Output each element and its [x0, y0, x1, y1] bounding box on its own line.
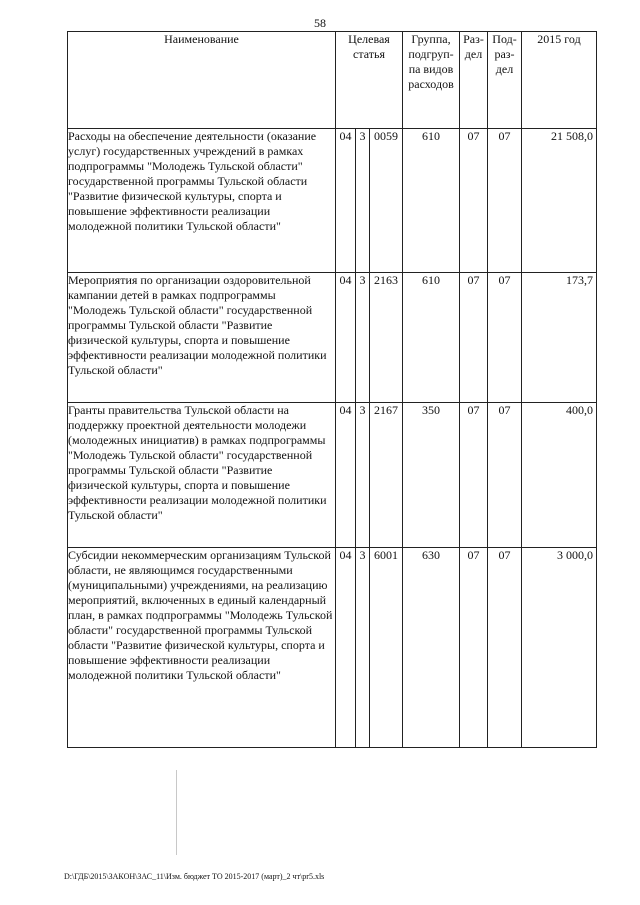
row-amount: 3 000,0: [522, 548, 597, 748]
row-amount: 21 508,0: [522, 129, 597, 273]
row-expense-group: 630: [403, 548, 460, 748]
row-code-program: 04: [336, 129, 356, 273]
row-expense-group: 610: [403, 273, 460, 403]
header-section: Раз-дел: [460, 32, 488, 129]
row-code-direction: 0059: [370, 129, 403, 273]
table-row: [68, 403, 597, 548]
row-code-subprogram: 3: [356, 129, 370, 273]
table-header-row: [68, 32, 597, 129]
row-section: 07: [460, 273, 488, 403]
row-code-program: 04: [336, 273, 356, 403]
row-name: Гранты правительства Тульской области на поддержку проектной деятельности молодежи (молодежных инициатив) в рамках подпрограммы "Молодежь Тульской области" государственной программы Тульской области "Развитие физической культуры, спорта и повышение эффективности реализации молодежной политики Тульской области": [68, 403, 336, 548]
header-year-2015: 2015 год: [522, 32, 597, 129]
row-subsection: 07: [488, 129, 522, 273]
row-name: Расходы на обеспечение деятельности (оказание услуг) государственных учреждений в рамках подпрограммы "Молодежь Тульской области" государственной программы Тульской области "Развитие физической культуры, спорта и повышение эффективности реализации молодежной политики Тульской области": [68, 129, 336, 273]
row-code-subprogram: 3: [356, 403, 370, 548]
header-subsection: Под-раз-дел: [488, 32, 522, 129]
row-code-direction: 2167: [370, 403, 403, 548]
header-name: Наименование: [68, 32, 336, 129]
scan-artifact-line: [176, 770, 177, 855]
row-code-program: 04: [336, 548, 356, 748]
row-section: 07: [460, 403, 488, 548]
row-code-subprogram: 3: [356, 273, 370, 403]
budget-table: [67, 31, 597, 748]
table-row: [68, 273, 597, 403]
row-expense-group: 610: [403, 129, 460, 273]
header-expense-group: Группа, подгруп-па видов расходов: [403, 32, 460, 129]
row-code-direction: 6001: [370, 548, 403, 748]
row-name: Мероприятия по организации оздоровительной кампании детей в рамках подпрограммы "Молодежь Тульской области" государственной программы Тульской области "Развитие физической культуры, спорта и повышение эффективности реализации молодежной политики Тульской области": [68, 273, 336, 403]
row-code-program: 04: [336, 403, 356, 548]
row-section: 07: [460, 548, 488, 748]
row-amount: 400,0: [522, 403, 597, 548]
footer-file-path: D:\ГДБ\2015\ЗАКОН\ЗАС_11\Изм. бюджет ТО 2015-2017 (март)_2 чт\pr5.xls: [64, 872, 325, 881]
row-code-subprogram: 3: [356, 548, 370, 748]
table-row: [68, 548, 597, 748]
row-subsection: 07: [488, 273, 522, 403]
row-section: 07: [460, 129, 488, 273]
row-amount: 173,7: [522, 273, 597, 403]
page-number: 58: [314, 16, 326, 30]
row-name: Субсидии некоммерческим организациям Тульской области, не являющимся государственными (муниципальными) учреждениями, на реализацию мероприятий, включенных в единый календарный план, в рамках подпрограммы "Молодежь Тульской области" государственной программы Тульской области "Развитие физической культуры, спорта и повышение эффективности реализации молодежной политики Тульской области": [68, 548, 336, 748]
header-target-article: Целевая статья: [336, 32, 403, 129]
row-code-direction: 2163: [370, 273, 403, 403]
row-subsection: 07: [488, 403, 522, 548]
table-row: [68, 129, 597, 273]
row-subsection: 07: [488, 548, 522, 748]
row-expense-group: 350: [403, 403, 460, 548]
